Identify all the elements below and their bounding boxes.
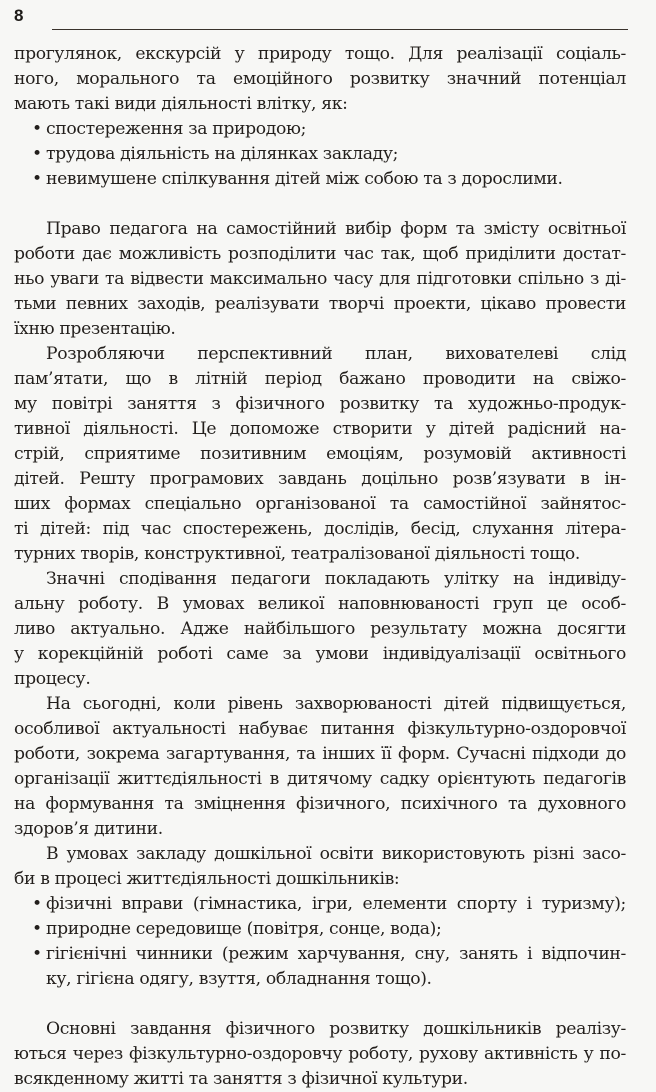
paragraph xyxy=(14,567,626,692)
text-line: роботи дає можливість розподілити час так, щоб приділити достат- xyxy=(14,244,626,264)
text-line: їхню презентацію. xyxy=(14,319,176,339)
text-line: на формування та зміцнення фізичного, психічного та духовного xyxy=(14,794,626,814)
spacer xyxy=(14,192,626,217)
list-item: • трудова діяльність на ділянках закладу; xyxy=(14,142,626,167)
text-line: Значні сподівання педагоги покладають улітку на індивіду- xyxy=(46,569,626,589)
text-line: всякденному житті та заняття з фізичної культури. xyxy=(14,1069,468,1089)
text-line: організації життєдіяльності в дитячому садку орієнтують педагогів xyxy=(14,769,626,789)
bullet-icon: • xyxy=(32,144,42,164)
bullet-list-means xyxy=(14,892,626,992)
text-line: турних творів, конструктивної, театралізованої діяльності тощо. xyxy=(14,544,580,564)
text-line: На сьогодні, коли рівень захворюваності дітей підвищується, xyxy=(46,694,626,714)
text-line: Право педагога на самостійний вибір форм та змісту освітньої xyxy=(46,219,626,239)
text-line: В умовах закладу дошкільної освіти використовують різні засо- xyxy=(46,844,626,864)
text-line: прогулянок, екскурсій у природу тощо. Для реалізації соціаль- xyxy=(14,44,626,64)
text-line: пам’ятати, що в літній період бажано проводити на свіжо- xyxy=(14,369,626,389)
paragraph xyxy=(14,842,626,892)
list-item: • фізичні вправи (гімнастика, ігри, елементи спорту і туризму); xyxy=(14,892,626,917)
page-content xyxy=(14,42,626,1092)
header-rule xyxy=(52,29,628,30)
text-line: особливої актуальності набуває питання фізкультурно-оздоровчої xyxy=(14,719,626,739)
paragraph xyxy=(14,692,626,842)
bullet-icon: • xyxy=(32,169,42,189)
text-line: му повітрі заняття з фізичного розвитку та художньо-продук- xyxy=(14,394,626,414)
paragraph xyxy=(14,217,626,342)
text-line: ного, морального та емоційного розвитку значний потенціал xyxy=(14,69,626,89)
paragraph-continuation xyxy=(14,42,626,117)
bullet-icon: • xyxy=(32,119,42,139)
text-line: ньо уваги та відвести максимально часу для підготовки спільно з ді- xyxy=(14,269,626,289)
text-line: тьми певних заходів, реалізувати творчі проекти, цікаво провести xyxy=(14,294,626,314)
spacer xyxy=(14,992,626,1017)
text-line: здоров’я дитини. xyxy=(14,819,163,839)
bullet-icon: • xyxy=(32,894,42,914)
text-line: роботи, зокрема загартування, та інших її форм. Сучасні підходи до xyxy=(14,744,626,764)
paragraph xyxy=(14,342,626,567)
list-item-continuation: ку, гігієна одягу, взуття, обладнання тощо). xyxy=(46,969,432,989)
text-line: ших формах спеціально організованої та самостійної зайнятос- xyxy=(14,494,626,514)
bullet-icon: • xyxy=(32,919,42,939)
text-line: процесу. xyxy=(14,669,91,689)
list-item: • гігієнічні чинники (режим харчування, сну, занять і відпочин- xyxy=(14,942,626,967)
text-line: би в процесі життєдіяльності дошкільників: xyxy=(14,869,400,889)
text-line: альну роботу. В умовах великої наповнюваності груп це особ- xyxy=(14,594,626,614)
text-line: ливо актуально. Адже найбільшого результату можна досягти xyxy=(14,619,626,639)
text-line: ті дітей: під час спостережень, дослідів, бесід, слухання літера- xyxy=(14,519,626,539)
text-line: Розробляючи перспективний план, вихователеві слід xyxy=(46,344,626,364)
text-line: Основні завдання фізичного розвитку дошкільників реалізу- xyxy=(46,1019,626,1039)
text-line: у корекційній роботі саме за умови індивідуалізації освітнього xyxy=(14,644,626,664)
list-item: • природне середовище (повітря, сонце, вода); xyxy=(14,917,626,942)
text-line: мають такі види діяльності влітку, як: xyxy=(14,94,348,114)
text-line: ються через фізкультурно-оздоровчу роботу, рухову активність у по- xyxy=(14,1044,626,1064)
paragraph xyxy=(14,1017,626,1092)
bullet-list-summer-activities xyxy=(14,117,626,192)
text-line: стрій, сприятиме позитивним емоціям, розумовій активності xyxy=(14,444,626,464)
list-item: • спостереження за природою; xyxy=(14,117,626,142)
bullet-icon: • xyxy=(32,944,42,964)
text-line: тивної діяльності. Це допоможе створити у дітей радісний на- xyxy=(14,419,626,439)
list-item: • невимушене спілкування дітей між собою та з дорослими. xyxy=(14,167,626,192)
text-line: дітей. Решту програмових завдань доцільно розв’язувати в ін- xyxy=(14,469,626,489)
page-number: 8 xyxy=(14,6,24,25)
